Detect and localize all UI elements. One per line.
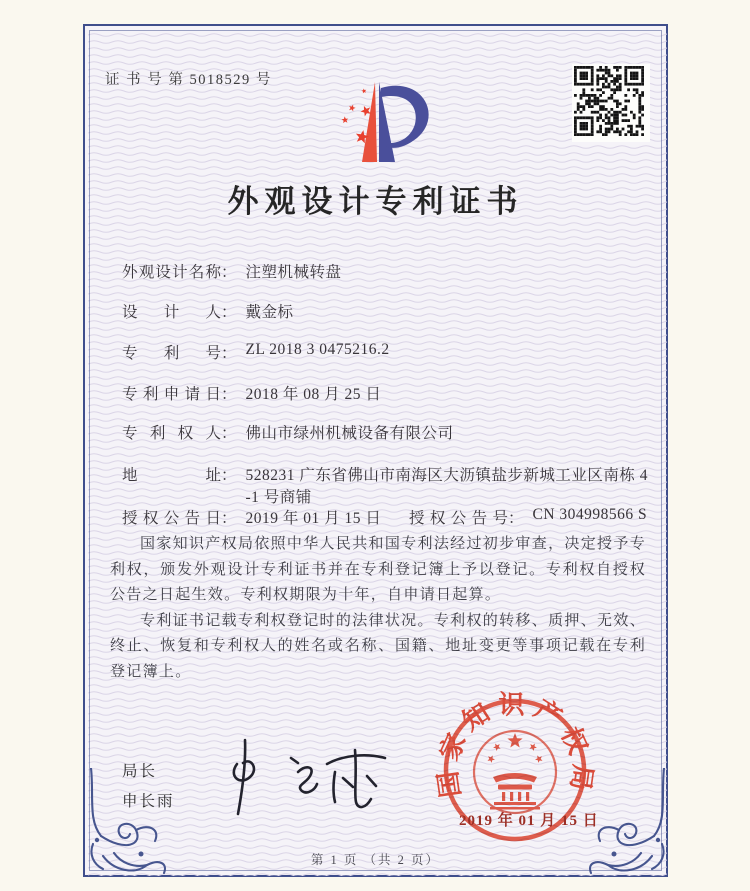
field-patentee (122, 421, 454, 443)
page-title: 外观设计专利证书 (227, 184, 524, 219)
field-value: 佛山市绿州机械设备有限公司 (245, 425, 454, 442)
cnipa-patent-logo-icon (321, 76, 445, 174)
field-value: 注塑机械转盘 (245, 264, 342, 281)
signature-stroke (238, 740, 245, 814)
field-value (246, 463, 649, 507)
officer-title: 局长 (122, 763, 158, 780)
field-label: 外观设计名称 (122, 264, 221, 281)
address-line-2: -1 号商铺 (245, 489, 312, 506)
qr-code (572, 64, 650, 142)
field-label: 授权公告日 (122, 510, 221, 527)
field-label: 专利号 (122, 345, 221, 362)
svg-text:国家知识产权局 (432, 690, 597, 799)
signature-stroke (298, 767, 317, 792)
colon: ： (221, 304, 237, 321)
colon: ： (221, 386, 237, 403)
field-value: 2018 年 08 月 25 日 (245, 386, 382, 403)
field-address (122, 463, 648, 507)
colon: ： (221, 264, 237, 281)
field-grant-date (122, 506, 648, 528)
colon: ： (221, 510, 237, 527)
signature-stroke (367, 776, 376, 786)
certificate-border (83, 24, 668, 877)
colon: ： (221, 345, 237, 362)
page-number: 第 1 页 （共 2 页） (310, 853, 441, 867)
notice-text (110, 532, 646, 685)
field-patent-number (122, 341, 390, 363)
officer-name: 申长雨 (122, 793, 175, 810)
colon: ： (221, 425, 237, 442)
logo-stars (342, 89, 371, 144)
signature-stroke (343, 778, 353, 787)
field-design-name (122, 260, 342, 282)
field-designer (122, 300, 294, 322)
signature-stroke (334, 772, 336, 802)
field-label: 地址 (122, 467, 221, 484)
certificate-number: 证 书 号 第 5018529 号 (105, 72, 272, 88)
director-signature (215, 734, 410, 829)
colon: ： (221, 467, 237, 484)
field-label: 设计人 (122, 304, 221, 321)
field-value: CN 304998566 S (532, 506, 648, 523)
colon: ： (508, 510, 524, 527)
seal-date: 2019 年 01 月 15 日 (459, 813, 599, 829)
seal-agency-text: 国家知识产权局 (432, 690, 598, 800)
notice-paragraph-2: 专利证书记载专利权登记时的法律状况。专利权的转移、质押、无效、终止、恢复和专利权人的姓名或名称、国籍、地址变更等事项记载在专利登记簿上。 (110, 612, 646, 680)
field-filing-date (122, 382, 381, 404)
field-value: 戴金标 (245, 304, 294, 321)
field-label: 专利权人 (122, 425, 221, 442)
address-line-1: 528231 广东省佛山市南海区大沥镇盐步新城工业区南栋 4 (245, 467, 649, 484)
signature-stroke (291, 758, 298, 763)
field-value: 2019 年 01 月 15 日 (245, 510, 382, 527)
national-emblem-icon (474, 731, 556, 813)
field-grant-number (409, 506, 647, 528)
notice-paragraph-1: 国家知识产权局依照中华人民共和国专利法经过初步审查，决定授予专利权，颁发外观设计专利证书并在专利登记簿上予以登记。专利权自授权公告之日起生效。专利权期限为十年，自申请日起算。 (110, 536, 646, 603)
field-value: ZL 2018 3 0475216.2 (245, 341, 390, 358)
field-label: 授权公告号 (409, 510, 508, 527)
field-label: 专利申请日 (122, 386, 221, 403)
logo-red-wedge (362, 82, 377, 162)
